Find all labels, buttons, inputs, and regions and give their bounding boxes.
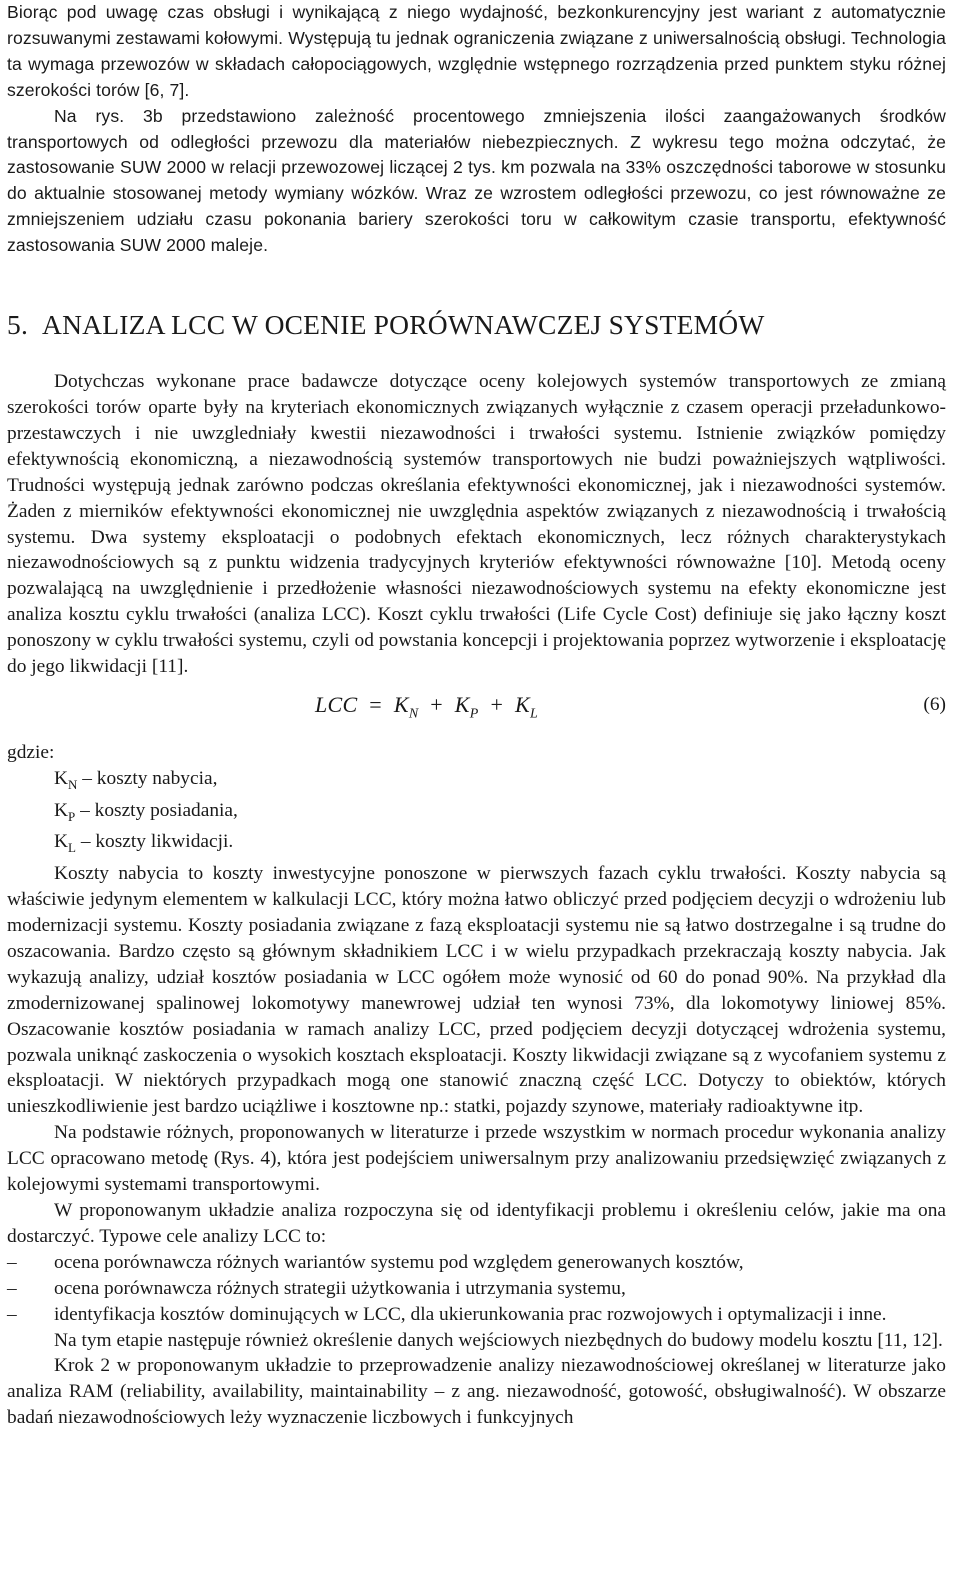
formula-plus: + xyxy=(430,691,443,717)
formula-equals: = xyxy=(369,691,383,717)
formula-plus: + xyxy=(490,691,504,717)
paragraph-input-data: Na tym etapie następuje również określenie danych wejściowych niezbędnych do budowy modelu kosztu [11, 12]. xyxy=(54,1329,943,1351)
list-item: – identyfikacja kosztów dominujących w LCC, dla ukierunkowania prac rozwojowych i optymalizacji i inne. xyxy=(7,1302,946,1328)
definition-kp: $K_P$ – koszty posiadania, xyxy=(54,799,238,824)
formula-term-kn: $K_N$ xyxy=(393,691,419,722)
paragraph-figure-3b: Na rys. 3b przedstawiono zależność procentowego zmniejszenia ilości zaangażowanych środków transportowych od odległości przewozu dla materiałów niebezpiecznych. Z wykresu tego można odczytać, że zastosowanie SUW 2000 w relacji przewozowej liczącej 2 tys. km pozwala na 33% oszczędności taborowe w stosunku do aktualnie stosowanej metody wymiany wózków. Wraz ze wzrostem odległości przewozu, co jest równoważne ze zmniejszeniem udziału czasu pokonania bariery szerokości toru w całkowitym czasie transportu, efektywność zastosowania SUW 2000 maleje. xyxy=(7,105,946,256)
formula-definitions xyxy=(7,740,946,861)
paragraph-variant-comparison: Biorąc pod uwagę czas obsługi i wynikającą z niego wydajność, bezkonkurencyjny jest wariant z automatycznie rozsuwanymi zestawami kołowymi. Występują tu jednak ograniczenia związane z uniwersalnością obsługi. Technologia ta wymaga przewozów w składach całopociągowych, względnie wstępnego rozrządzenia przed punktem styku różnej szerokości torów [6, 7]. xyxy=(7,2,946,100)
section-number: 5. xyxy=(7,309,29,341)
section-heading xyxy=(7,307,946,343)
paragraph-ram-analysis: Krok 2 w proponowanym układzie to przeprowadzenie analizy niezawodnościowej określanej w literaturze jako analiza RAM (reliability, availability, maintainability – z ang. niezawodność, gotowość, obsługiwalność). W obszarze badań niezawodnościowych leży wyznaczenie liczbowych i funkcyjnych xyxy=(7,1355,946,1429)
list-item: – ocena porównawcza różnych wariantów systemu pod względem generowanych kosztów, xyxy=(7,1250,946,1276)
equation-number: (6) xyxy=(923,693,946,715)
definitions-label: gdzie: xyxy=(7,741,55,763)
lcc-formula xyxy=(315,692,538,722)
goals-list xyxy=(7,1250,946,1328)
formula-term-kp: $K_P$ xyxy=(454,691,479,722)
dash-marker: – xyxy=(7,1251,17,1273)
paragraph-lcc-intro: Dotychczas wykonane prace badawcze dotyczące oceny kolejowych systemów transportowych ze zmianą szerokości torów oparte były na kryteriach ekonomicznych związanych wyłącznie z czasem operacji przeładunkowo-przestawczych i nie uwzgledniały kwestii niezawodności i trwałości systemu. Istnienie związków pomiędzy efektywnością ekonomiczną, a niezawodnością systemów transportowych nie budzi poważniejszych wątpliwości. Trudności występują jednak zarówno podczas określania efektywności ekonomicznej, jak i niezawodności systemów. Żaden z mierników efektywności ekonomicznej nie uwzględnia aspektów związanych z niezawodnością i trwałością systemu. Dwa systemy eksploatacji o podobnych efektach ekonomicznych, lecz różnych charakterystykach niezawodnościowych są z punktu widzenia tradycyjnych kryteriów efektywności równoważne [10]. Metodą oceny pozwalającą na uwzględnienie i przedłożenie własności niezawodnościowych systemu na efekty ekonomiczne jest analiza kosztu cyklu trwałości (analiza LCC). Koszt cyklu trwałości (Life Cycle Cost) definiuje się jako łączny koszt ponoszony w cyklu trwałości systemu, czyli od powstania koncepcji i projektowania poprzez wytworzenie i eksploatację do jego likwidacji [11]. xyxy=(7,371,946,678)
paragraph-method: Na podstawie różnych, proponowanych w literaturze i przede wszystkim w normach procedur wykonania analizy LCC opracowano metodę (Rys. 4), która jest podejściem uniwersalnym przy analizowaniu przedsięwzięć związanych z kolejowymi systemami transportowymi. xyxy=(7,1122,946,1196)
section-title: ANALIZA LCC W OCENIE PORÓWNAWCZEJ SYSTEMÓW xyxy=(42,309,765,341)
definition-kl: $K_L$ – koszty likwidacji. xyxy=(54,831,234,856)
formula-term-kl: $K_L$ xyxy=(514,691,539,722)
equation-6 xyxy=(7,692,946,732)
dash-marker: – xyxy=(7,1303,17,1325)
paragraph-goals-intro: W proponowanym układzie analiza rozpoczyna się od identyfikacji problemu i określeniu celów, jakie ma ona dostarczyć. Typowe cele analizy LCC to: xyxy=(7,1199,946,1247)
dash-marker: – xyxy=(7,1277,17,1299)
definition-kn: $K_N$ – koszty nabycia, xyxy=(54,767,218,792)
paragraph-cost-components: Koszty nabycia to koszty inwestycyjne ponoszone w pierwszych fazach cyklu trwałości. Koszty nabycia są właściwie jedynym elementem w kalkulacji LCC, który można łatwo obliczyć przed podjęciem decyzji o wdrożeniu lub modernizacji systemu. Koszty posiadania związane z fazą eksploatacji systemu nie są łatwo dostrzegalne i są trudne do oszacowania. Bardzo często są głównym składnikiem LCC i w wielu przypadkach przekraczają koszty nabycia. Jak wykazują analizy, udział kosztów posiadania w LCC ogółem może wynosić od 60 do ponad 90%. Na przykład dla zmodernizowanej spalinowej lokomotywy manewrowej udział ten wynosi 73%, dla lokomotywy liniowej 85%. Oszacowanie kosztów posiadania w ramach analizy LCC, przed podjęciem decyzji dotyczącej wdrożenia systemu, pozwala uniknąć zaskoczenia o wysokich kosztach eksploatacji. Koszty likwidacji związane są z wycofaniem systemu z eksploatacji. W niektórych przypadkach mogą one stanowić znaczną część LCC. Dotyczy to obiektów, których unieszkodliwienie jest bardzo uciążliwe i kosztowne np.: statki, pojazdy szynowe, materiały radioaktywne itp. xyxy=(7,863,946,1118)
formula-lhs: LCC xyxy=(315,691,358,717)
list-item: – ocena porównawcza różnych strategii użytkowania i utrzymania systemu, xyxy=(7,1276,946,1302)
